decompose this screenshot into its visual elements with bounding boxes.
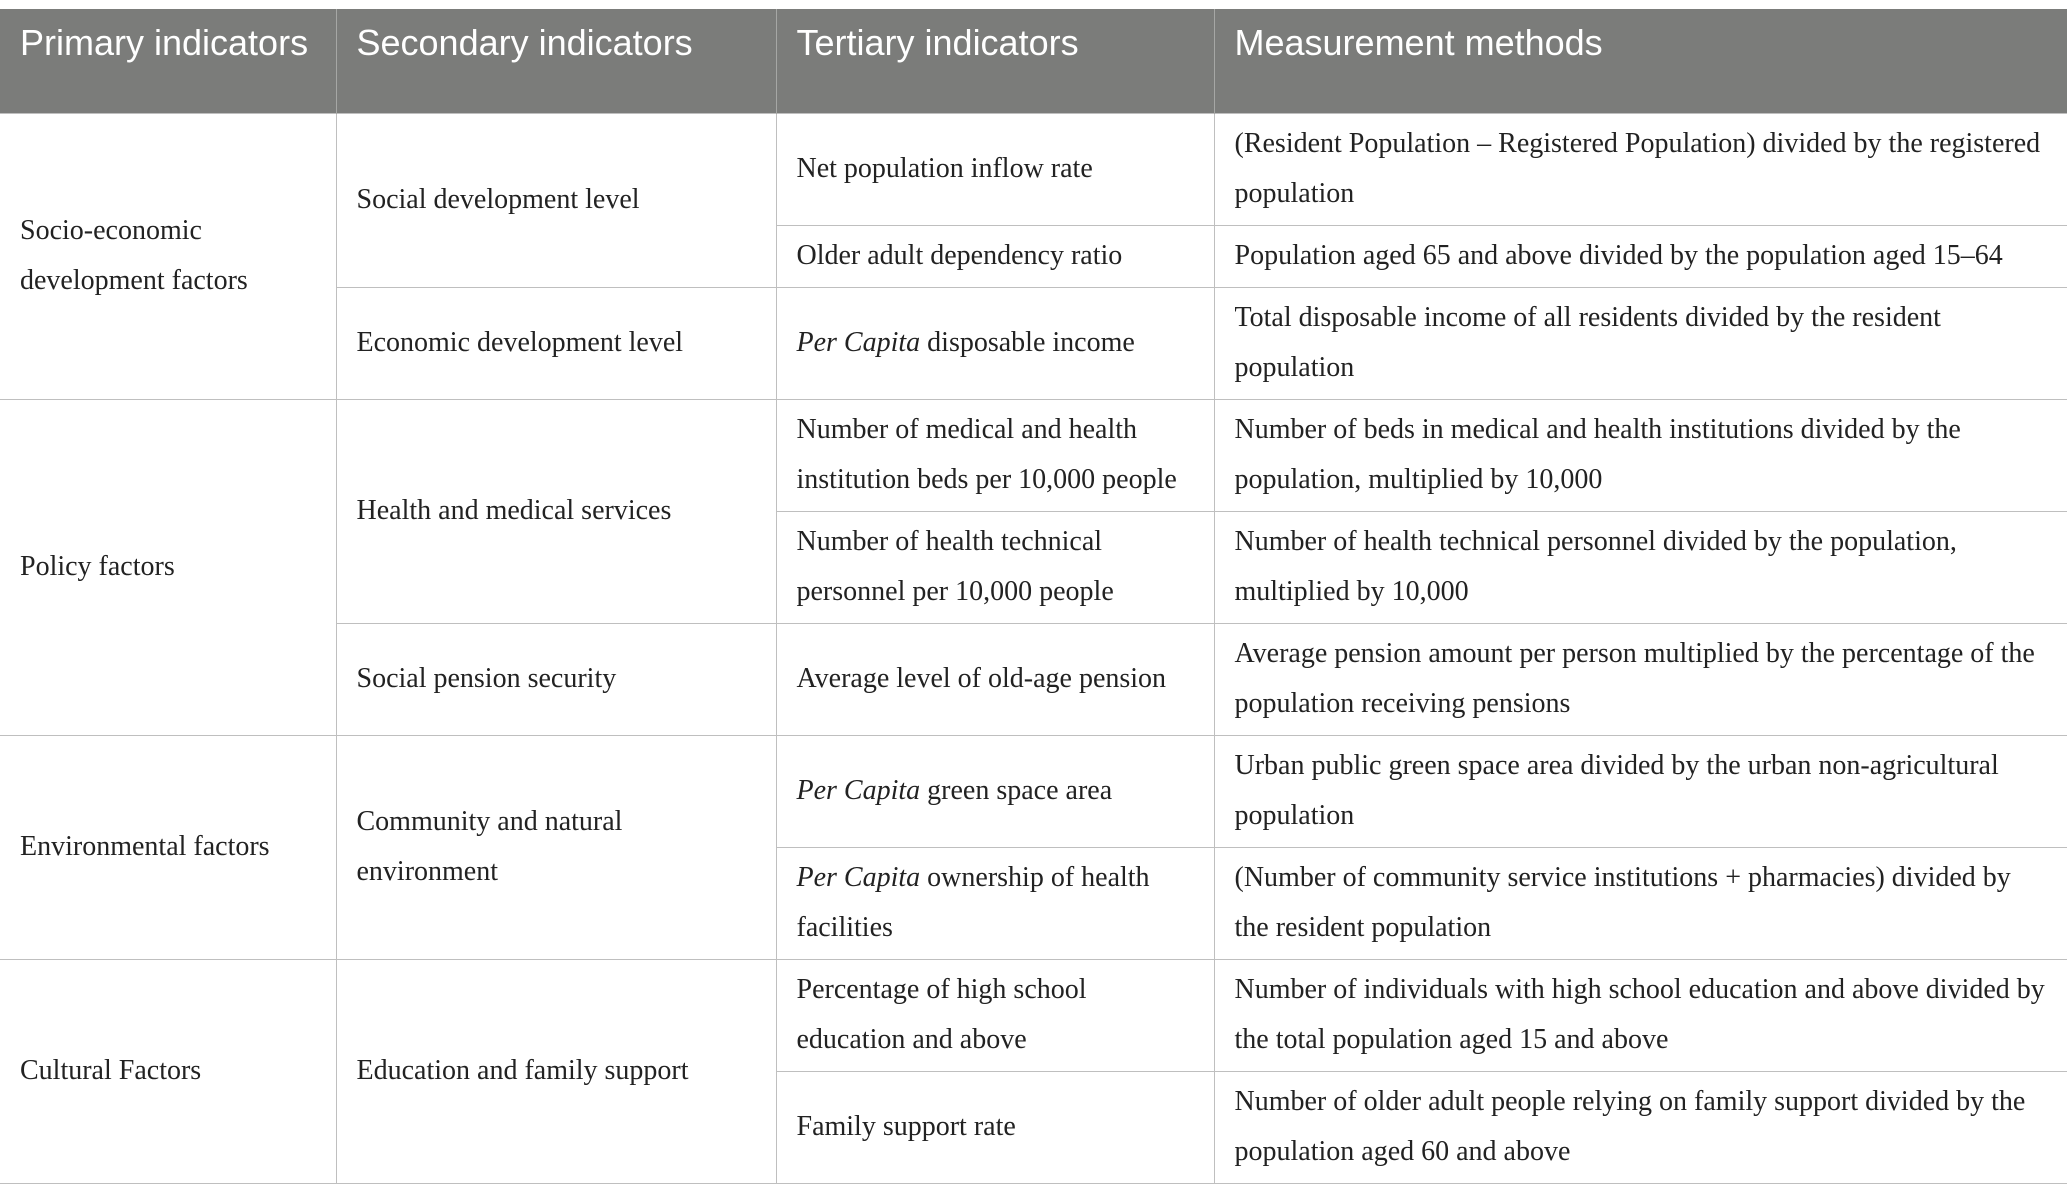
measurement-method-cell: Number of individuals with high school education and above divided by the total population aged 15 and above [1214,959,2067,1071]
per-capita-italic: Per Capita [796,326,921,358]
header-primary-indicators: Primary indicators [0,9,336,113]
tertiary-indicator-cell: Number of medical and health institution beds per 10,000 people [776,399,1214,511]
tertiary-indicator-cell: Net population inflow rate [776,113,1214,225]
measurement-method-cell: (Resident Population – Registered Population) divided by the registered population [1214,113,2067,225]
secondary-indicator-cell: Economic development level [336,287,776,399]
secondary-indicator-cell: Education and family support [336,959,776,1183]
secondary-indicator-cell: Health and medical services [336,399,776,623]
measurement-method-cell: Number of beds in medical and health institutions divided by the population, multiplied by 10,000 [1214,399,2067,511]
tertiary-indicator-cell: Family support rate [776,1071,1214,1183]
tertiary-indicator-cell [776,287,1214,399]
measurement-method-cell: Number of older adult people relying on family support divided by the population aged 60 and above [1214,1071,2067,1183]
table-header-row [0,9,2067,113]
indicator-table-container [0,9,2067,1184]
indicator-table [0,9,2067,1184]
tertiary-indicator-cell: Percentage of high school education and above [776,959,1214,1071]
tertiary-indicator-cell: Older adult dependency ratio [776,225,1214,287]
tertiary-indicator-cell: Average level of old-age pension [776,623,1214,735]
header-tertiary-indicators: Tertiary indicators [776,9,1214,113]
measurement-method-cell: Number of health technical personnel divided by the population, multiplied by 10,000 [1214,511,2067,623]
primary-indicator-cell: Socio-economic development factors [0,113,336,399]
header-measurement-methods: Measurement methods [1214,9,2067,113]
primary-indicator-cell: Environmental factors [0,735,336,959]
table-row [0,959,2067,1071]
per-capita-italic: Per Capita [796,861,921,893]
table-row [0,399,2067,511]
table-row [0,735,2067,847]
tertiary-label-rest: ownership of health facilities [796,861,1150,943]
tertiary-indicator-cell [776,847,1214,959]
secondary-indicator-cell: Social pension security [336,623,776,735]
tertiary-label-rest: disposable income [920,326,1135,358]
measurement-method-cell: Average pension amount per person multiplied by the percentage of the population receiving pensions [1214,623,2067,735]
per-capita-italic: Per Capita [796,774,921,806]
tertiary-label-rest: green space area [920,774,1113,806]
secondary-indicator-cell: Social development level [336,113,776,287]
table-row [0,113,2067,225]
primary-indicator-cell: Policy factors [0,399,336,735]
measurement-method-cell: Total disposable income of all residents divided by the resident population [1214,287,2067,399]
measurement-method-cell: Population aged 65 and above divided by the population aged 15–64 [1214,225,2067,287]
primary-indicator-cell: Cultural Factors [0,959,336,1183]
measurement-method-cell: Urban public green space area divided by the urban non-agricultural population [1214,735,2067,847]
secondary-indicator-cell: Community and natural environment [336,735,776,959]
header-secondary-indicators: Secondary indicators [336,9,776,113]
tertiary-indicator-cell: Number of health technical personnel per 10,000 people [776,511,1214,623]
measurement-method-cell: (Number of community service institutions + pharmacies) divided by the resident population [1214,847,2067,959]
tertiary-indicator-cell [776,735,1214,847]
